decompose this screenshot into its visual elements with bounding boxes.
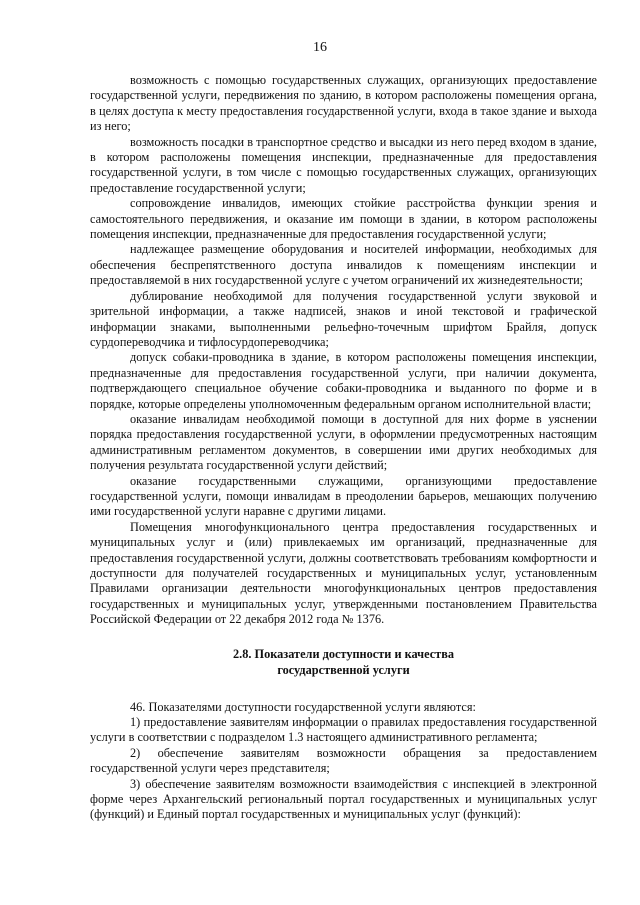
paragraph: 2) обеспечение заявителям возможности обращения за предоставлением государственной услуги через представителя; (90, 745, 597, 776)
paragraph: 46. Показателями доступности государственной услуги являются: (130, 699, 476, 714)
page-number: 16 (313, 40, 327, 55)
paragraph: оказание государственными служащими, организующими предоставление государственной услуги, помощи инвалидам в преодолении барьеров, мешающих получению ими государственной услуги наравне с другими лицами. (90, 473, 597, 519)
paragraph: сопровождение инвалидов, имеющих стойкие расстройства функции зрения и самостоятельного передвижения, и оказание им помощи в здании, в котором расположены помещения инспекции, предназначенные для предоставления государственной услуги; (90, 196, 597, 242)
paragraph: оказание инвалидам необходимой помощи в доступной для них форме в уяснении порядка предоставления государственной услуги, в оформлении предусмотренных настоящим административным регламентом документов, в совершении ими других необходимых для получения результата государственной услуги действий; (90, 411, 597, 473)
section-heading (90, 646, 597, 678)
paragraph: дублирование необходимой для получения государственной услуги звуковой и зрительной информации, а также надписей, знаков и иной текстовой и графической информации знаками, выполненными рельефно-точечным шрифтом Брайля, допуск сурдопереводчика и тифлосурдопереводчика; (90, 288, 597, 349)
paragraph: допуск собаки-проводника в здание, в котором расположены помещения инспекции, предназначенные для предоставления государственной услуги, при наличии документа, подтверждающего специальное обучение собаки-проводника и выданного по форме и в порядке, которые определены уполномоченным федеральным органом исполнительной власти; (90, 350, 597, 411)
paragraph: 1) предоставление заявителям информации о правилах предоставления государственной услуги в соответствии с подразделом 1.3 настоящего административного регламента; (90, 715, 597, 745)
paragraph: 3) обеспечение заявителям возможности взаимодействия с инспекцией в электронной форме через Архангельский региональный портал государственных и муниципальных услуг (функций) и Единый портал государственных и муниципальных услуг (функций): (90, 776, 597, 822)
section-heading-line1: 2.8. Показатели доступности и качества (233, 646, 454, 661)
document-body (90, 73, 597, 823)
paragraph: Помещения многофункционального центра предоставления государственных и муниципальных услуг и (или) привлекаемых им организаций, предназначенные для предоставления государственной услуги, должны соответствовать требованиям комфортности и доступности для получателей государственных и муниципальных услуг, установленным Правилами организации деятельности многофункциональных центров предоставления государственных и муниципальных услуг, утвержденными постановлением Правительства Российской Федерации от 22 декабря 2012 года № 1376. (90, 519, 597, 627)
paragraph: возможность с помощью государственных служащих, организующих предоставление государственной услуги, передвижения по зданию, в котором расположены помещения органа, в целях доступа к месту предоставления государственной услуги, входа в такое здание и выхода из него; (90, 73, 597, 134)
section-heading-line2: государственной услуги (277, 662, 410, 677)
paragraph: надлежащее размещение оборудования и носителей информации, необходимых для обеспечения беспрепятственного доступа инвалидов к помещениям инспекции и предоставляемой в них государственной услуге с учетом ограничений их жизнедеятельности; (90, 242, 597, 288)
paragraph: возможность посадки в транспортное средство и высадки из него перед входом в здание, в котором расположены помещения инспекции, предназначенные для предоставления государственной услуги, в том числе с помощью государственных служащих, организующих предоставление государственной услуги; (90, 134, 597, 195)
